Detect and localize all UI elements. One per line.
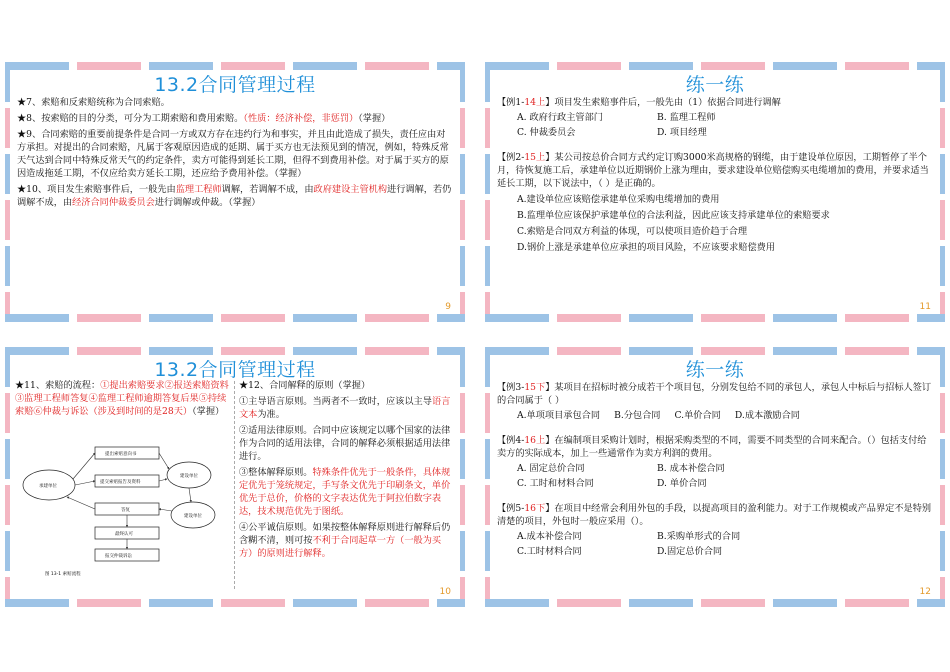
item-10-arbitration: 经济合同仲裁委员会: [72, 197, 155, 208]
slide-practice-12: [485, 347, 945, 607]
decor-bar-top: [5, 62, 465, 70]
slide-title: 13.2合同管理过程: [154, 359, 316, 381]
question-1: [497, 96, 933, 139]
principle-4: [239, 521, 451, 560]
question-5: [497, 502, 933, 558]
decor-bar-bottom: [485, 314, 945, 322]
q-term: 16上: [524, 435, 546, 446]
owner-label: 建设单位: [184, 514, 202, 519]
decor-bar-right: [940, 347, 945, 607]
q-tag: 【例4-: [497, 435, 525, 446]
claim-process-text: [15, 379, 233, 418]
option-d: D.成本激励合同: [734, 410, 800, 421]
page-number: 12: [919, 587, 931, 597]
principle-1-c: 为准。: [257, 409, 285, 420]
item-10-gov: 政府建设主管机构: [313, 184, 388, 195]
item-10-e: 进行调解，若仍调解不成，由: [17, 184, 452, 208]
slide-title: 练一练: [685, 359, 745, 381]
q-text: 】某项目在招标时被分成若干个项目包，分别发包给不同的承包人，承包人中标后与招标人签订的合同属于（ ）: [497, 382, 932, 406]
option-d: D. 单价合同: [657, 478, 707, 489]
option-a: A.建设单位应该赔偿承建单位采购电缆增加的费用: [517, 194, 720, 205]
item-10-g: 进行调解或仲裁。（掌握）: [154, 197, 261, 208]
q-tag: 【例1-: [497, 97, 525, 108]
claimant-label: 承建单位: [39, 484, 57, 489]
q-tag: 【例5-: [497, 503, 525, 514]
slide-body: [17, 96, 453, 212]
flow-caption: 图 13-1 索赔流程: [45, 572, 81, 577]
option-a: A. 固定总价合同: [517, 463, 585, 474]
page-number: 11: [919, 302, 931, 312]
option-c: C.工时材料合同: [517, 546, 582, 557]
q-term: 15上: [524, 152, 546, 163]
option-d: D. 项目经理: [657, 127, 707, 138]
column-divider: [234, 381, 235, 589]
q-tag: 【例2-: [497, 152, 525, 163]
item-10-c: 调解，若调解不成，由: [221, 184, 314, 195]
decor-bar-left: [485, 347, 490, 607]
question-3-stem: [497, 381, 933, 407]
page-number: 10: [439, 587, 451, 597]
principle-4-b: 不利于合同起草一方（一般为买方）的原则进行解释。: [239, 535, 442, 559]
step-1-label: 提出索赔意向书: [105, 452, 137, 457]
principle-1-b: 语言文本: [239, 396, 451, 420]
principle-3-a: ③整体解释原则。: [239, 467, 313, 478]
q-term: 16下: [524, 503, 546, 514]
q-text: 】某公司按总价合同方式约定订购3000米高规格的钢缆，由于建设单位原因，工期暂停了半个月，待恢复施工后，承建单位以近期钢价上涨为理由，要求建设单位赔偿购买电缆增加的费用，并要求适当延长工期，以下说法中，（ ）是正确的。: [497, 152, 929, 189]
item-8-text: ★8、按索赔的目的分类，可分为工期索赔和费用索赔。: [17, 113, 244, 124]
page-number: 9: [445, 302, 451, 312]
question-4-stem: [497, 434, 933, 460]
option-c: C.单价合同: [674, 410, 721, 421]
item-7: ★7、索赔和反索赔统称为合同索赔。: [17, 97, 170, 108]
item-10-supervisor: 监理工程师: [175, 184, 222, 195]
item-11-steps: ①提出索赔要求②报送索赔资料③监理工程师答复④监理工程师逾期答复后果⑤持续索赔⑥仲裁与诉讼（涉及到时间的是28天）: [15, 380, 229, 417]
item-10: [17, 183, 453, 209]
option-b: B. 监理工程师: [657, 112, 716, 123]
option-a: A.成本补偿合同: [517, 531, 582, 542]
option-b: B.采购单形式的合同: [657, 531, 741, 542]
question-2-stem: [497, 151, 933, 190]
principle-4-a: ④公平诚信原则。如果按整体解释原则进行解释后仍含糊不清，则可按: [239, 522, 451, 546]
question-3: [497, 381, 933, 422]
principle-3: [239, 466, 451, 518]
q-term: 14上: [524, 97, 546, 108]
question-1-options: [497, 111, 933, 139]
option-c: C. 工时和材料合同: [517, 478, 594, 489]
question-4-options: [497, 462, 933, 490]
q-text: 】在项目中经常会利用外包的手段，以提高项目的盈利能力。对于工作规模或产品界定不是特别清楚的项目，外包时一般应采用（）。: [497, 503, 932, 527]
question-1-stem: [497, 96, 933, 109]
decor-bar-right: [940, 62, 945, 322]
slide-contract-management-10: [5, 347, 465, 607]
slide-body: [497, 96, 933, 262]
option-a: A. 政府行政主管部门: [517, 112, 603, 123]
option-c: C.索赔是合同双方利益的体现，可以使项目造价趋于合理: [517, 226, 748, 237]
item-10-a: ★10、项目发生索赔事件后，一般先由: [17, 184, 176, 195]
option-a: A.单项项目承包合同: [517, 410, 601, 421]
option-b: B.分包合同: [614, 410, 661, 421]
step-5-label: 报交仲裁诉讼: [105, 554, 132, 559]
item-9: ★9、合同索赔的重要前提条件是合同一方或双方存在违约行为和事实，并且由此造成了损失，责任应由对方承担。对提出的合同索赔，凡属于客观原因造成的延期、属于买方也无法预见到的情况，例如，特殊反常天气达到合同中特殊反常天气的约定条件，卖方可能得到延长工期，但得不到费用补偿。对于属于买方的原因造成拖延工期，不仅应给卖方延长工期，还应给予费用补偿。（掌握）: [17, 129, 449, 179]
item-12-head: ★12、合同解释的原则（掌握）: [239, 380, 371, 391]
item-11-head: ★11、索赔的流程：: [15, 380, 101, 391]
option-b: B.监理单位应该保护承建单位的合法利益，因此应该支持承建单位的索赔要求: [517, 210, 830, 221]
option-d: D.钢价上涨是承建单位应承担的项目风险，不应该要求赔偿费用: [517, 242, 776, 253]
slide-body: [497, 381, 933, 566]
question-5-options: [497, 530, 933, 558]
decor-bar-bottom: [485, 599, 945, 607]
q-text: 】项目发生索赔事件后，一般先由（1）依据合同进行调解: [545, 97, 781, 108]
question-4: [497, 434, 933, 490]
item-11-tag: （掌握）: [192, 406, 225, 417]
question-2: [497, 151, 933, 254]
slide-title: 练一练: [685, 74, 745, 96]
decor-bar-top: [5, 347, 465, 355]
decor-bar-top: [485, 347, 945, 355]
option-b: B. 成本补偿合同: [657, 463, 725, 474]
decor-bar-bottom: [5, 599, 465, 607]
step-2-label: 提交索赔报告及资料: [100, 480, 141, 485]
item-8: [17, 112, 453, 125]
decor-bar-left: [485, 62, 490, 322]
decor-bar-bottom: [5, 314, 465, 322]
q-tag: 【例3-: [497, 382, 525, 393]
item-8-nature: （性质：经济补偿，非惩罚）: [243, 113, 359, 124]
slide-contract-management-9: [5, 62, 465, 322]
decor-bar-right: [460, 62, 465, 322]
slide-title: 13.2合同管理过程: [154, 74, 316, 96]
principle-1-a: ①主导语言原则。当两者不一致时，应该以主导: [239, 396, 432, 407]
question-5-stem: [497, 502, 933, 528]
principle-2: ②适用法律原则。合同中应该规定以哪个国家的法律作为合同的适用法律，合同的解释必须根据适用法律进行。: [239, 425, 451, 462]
question-3-options: [497, 409, 933, 422]
step-3-label: 答复: [121, 508, 130, 513]
q-text: 】在编制项目采购计划时，根据采购类型的不同，需要不同类型的合同来配合。（）包括支付给卖方的实际成本，加上一些通常作为卖方利润的费用。: [497, 435, 927, 459]
principle-1: [239, 395, 451, 421]
item-8-tag: （掌握）: [358, 113, 391, 124]
decor-bar-left: [5, 347, 10, 607]
q-term: 15下: [524, 382, 546, 393]
decor-bar-top: [485, 62, 945, 70]
decor-bar-left: [5, 62, 10, 322]
claim-flow-diagram: [17, 435, 231, 585]
option-c: C. 仲裁委员会: [517, 127, 576, 138]
slide-practice-11: [485, 62, 945, 322]
contract-interpretation-principles: [239, 379, 451, 563]
principle-3-b: 特殊条件优先于一般条件，具体规定优先于笼统规定，手写条文优先于印刷条文，单价优先于总价，价格的文字表达优先于阿拉伯数字表达，技术规范优先于图纸。: [239, 467, 451, 517]
step-4-label: 最终认可: [115, 532, 133, 537]
option-d: D.固定总价合同: [657, 546, 723, 557]
decor-bar-right: [460, 347, 465, 607]
supervisor-label: 建设单位: [180, 474, 198, 479]
